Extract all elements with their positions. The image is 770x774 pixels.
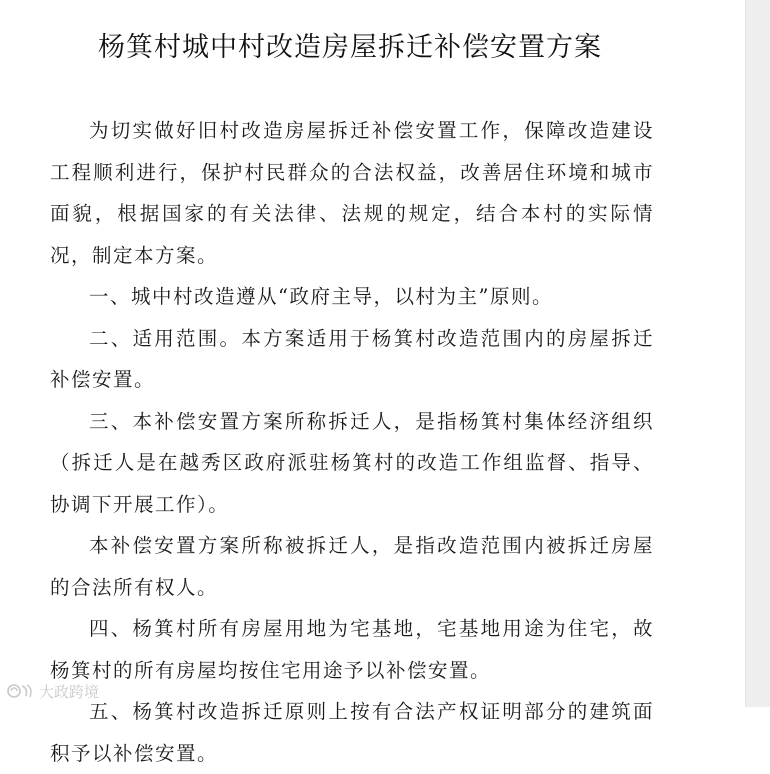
paragraph-scope: 二、适用范围。本方案适用于杨箕村改造范围内的房屋拆迁补偿安置。 <box>50 326 654 391</box>
watermark-logo-icon <box>6 682 36 700</box>
paragraph-compensation-basis: 五、杨箕村改造拆迁原则上按有合法产权证明部分的建筑面积予以补偿安置。 <box>50 700 654 765</box>
document-title: 杨箕村城中村改造房屋拆迁补偿安置方案 <box>98 32 602 63</box>
viewer-side-gutter <box>745 0 770 707</box>
paragraph-demolisher: 三、本补偿安置方案所称拆迁人，是指杨箕村集体经济组织（拆迁人是在越秀区政府派驻杨箕村的改造工作组监督、指导、协调下开展工作）。 <box>50 409 654 516</box>
paragraph-land-use: 四、杨箕村所有房屋用地为宅基地，宅基地用途为住宅，故杨箕村的所有房屋均按住宅用途予以补偿安置。 <box>50 617 654 682</box>
watermark-text: 大政跨境 <box>39 682 100 701</box>
paragraph-demolished-party: 本补偿安置方案所称被拆迁人，是指改造范围内被拆迁房屋的合法所有权人。 <box>50 534 654 599</box>
document-body <box>50 110 654 774</box>
watermark <box>6 680 99 702</box>
paragraph-principle: 一、城中村改造遵从“政府主导，以村为主”原则。 <box>89 285 553 308</box>
paragraph-intro: 为切实做好旧村改造房屋拆迁补偿安置工作，保障改造建设工程顺利进行，保护村民群众的合法权益，改善居住环境和城市面貌，根据国家的有关法律、法规的规定，结合本村的实际情况，制定本方案。 <box>50 119 654 267</box>
